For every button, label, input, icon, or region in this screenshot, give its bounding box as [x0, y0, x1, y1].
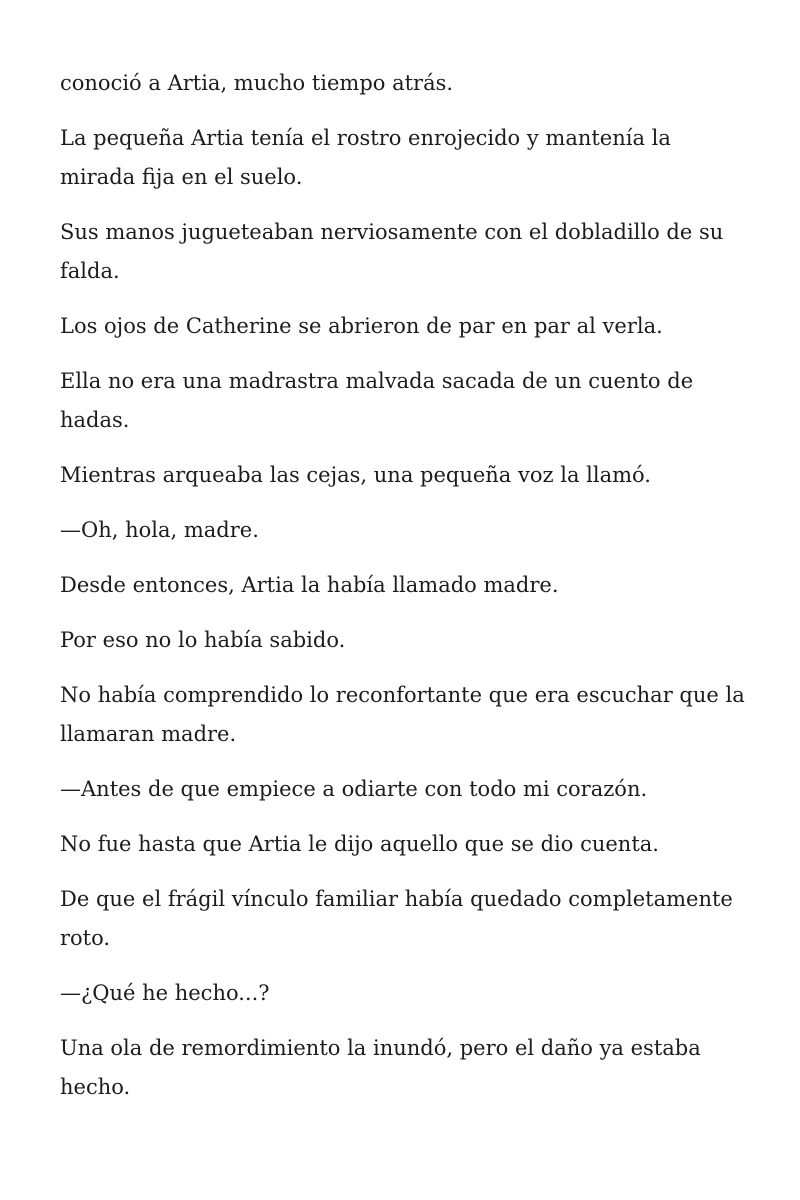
paragraph: —Oh, hola, madre.	[60, 518, 259, 542]
paragraph: La pequeña Artia tenía el rostro enrojecido y mantenía la mirada fija en el suelo.	[60, 126, 671, 189]
paragraph: Desde entonces, Artia la había llamado madre.	[60, 573, 559, 597]
paragraph: conoció a Artia, mucho tiempo atrás.	[60, 71, 454, 95]
paragraph: Mientras arqueaba las cejas, una pequeña voz la llamó.	[60, 463, 651, 487]
paragraph: —¿Qué he hecho...?	[60, 981, 270, 1005]
paragraph: —Antes de que empiece a odiarte con todo mi corazón.	[60, 777, 648, 801]
paragraph: Sus manos jugueteaban nerviosamente con el dobladillo de su falda.	[60, 220, 724, 283]
paragraph: Ella no era una madrastra malvada sacada de un cuento de hadas.	[60, 369, 694, 432]
paragraph: Una ola de remordimiento la inundó, pero el daño ya estaba hecho.	[60, 1036, 701, 1099]
paragraph: No había comprendido lo reconfortante que era escuchar que la llamaran madre.	[60, 683, 745, 746]
paragraph: Por eso no lo había sabido.	[60, 628, 346, 652]
paragraph: No fue hasta que Artia le dijo aquello que se dio cuenta.	[60, 832, 659, 856]
paragraph: De que el frágil vínculo familiar había quedado completamente roto.	[60, 887, 733, 950]
reading-page	[60, 64, 750, 1123]
paragraph: Los ojos de Catherine se abrieron de par en par al verla.	[60, 314, 663, 338]
